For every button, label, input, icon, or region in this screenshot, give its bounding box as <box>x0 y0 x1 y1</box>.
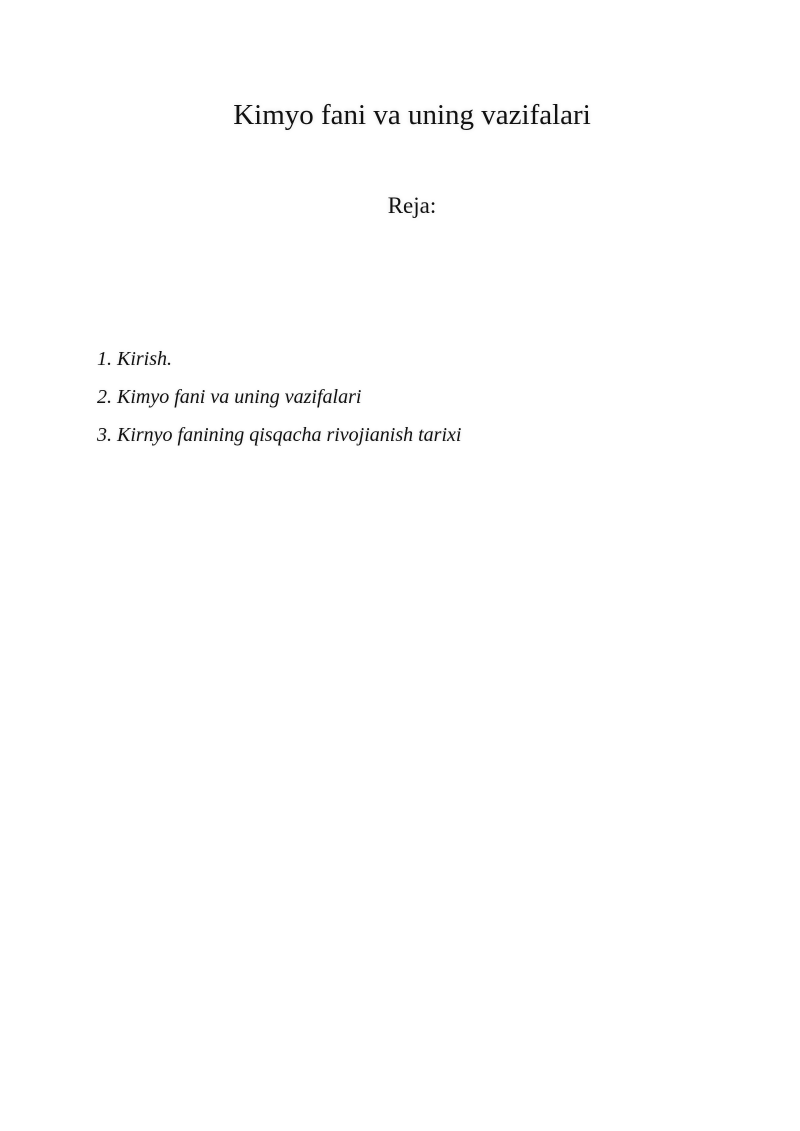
plan-item-history: 3. Kirnyo fanining qisqacha rivojianish tarixi <box>97 424 462 446</box>
document-title: Kimyo fani va uning vazifalari <box>233 99 591 131</box>
plan-list <box>97 346 461 460</box>
plan-item-introduction: 1. Kirish. <box>97 348 173 370</box>
plan-item-chemistry-tasks: 2. Kimyo fani va uning vazifalari <box>97 386 362 408</box>
plan-heading: Reja: <box>387 193 437 218</box>
